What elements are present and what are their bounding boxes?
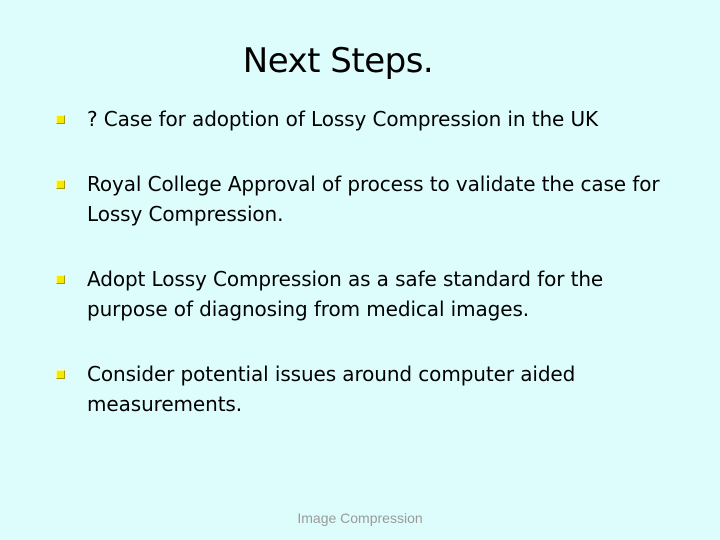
bullet-text: Royal College Approval of process to validate the case for Lossy Compression. <box>87 172 660 226</box>
bullet-item <box>56 104 676 134</box>
bullet-item <box>56 264 676 324</box>
square-bullet-icon <box>56 275 65 284</box>
bullet-item <box>56 359 676 419</box>
square-bullet-icon <box>56 370 65 379</box>
square-bullet-icon <box>56 115 65 124</box>
bullet-list <box>56 104 676 419</box>
bullet-item <box>56 169 676 229</box>
slide-footer: Image Compression <box>297 510 423 526</box>
square-bullet-icon <box>56 180 65 189</box>
bullet-text: Adopt Lossy Compression as a safe standard for the purpose of diagnosing from medical images. <box>87 267 604 321</box>
slide-title: Next Steps. <box>242 41 434 81</box>
bullet-text: Consider potential issues around computer aided measurements. <box>87 362 576 416</box>
bullet-text: ? Case for adoption of Lossy Compression in the UK <box>87 107 599 131</box>
